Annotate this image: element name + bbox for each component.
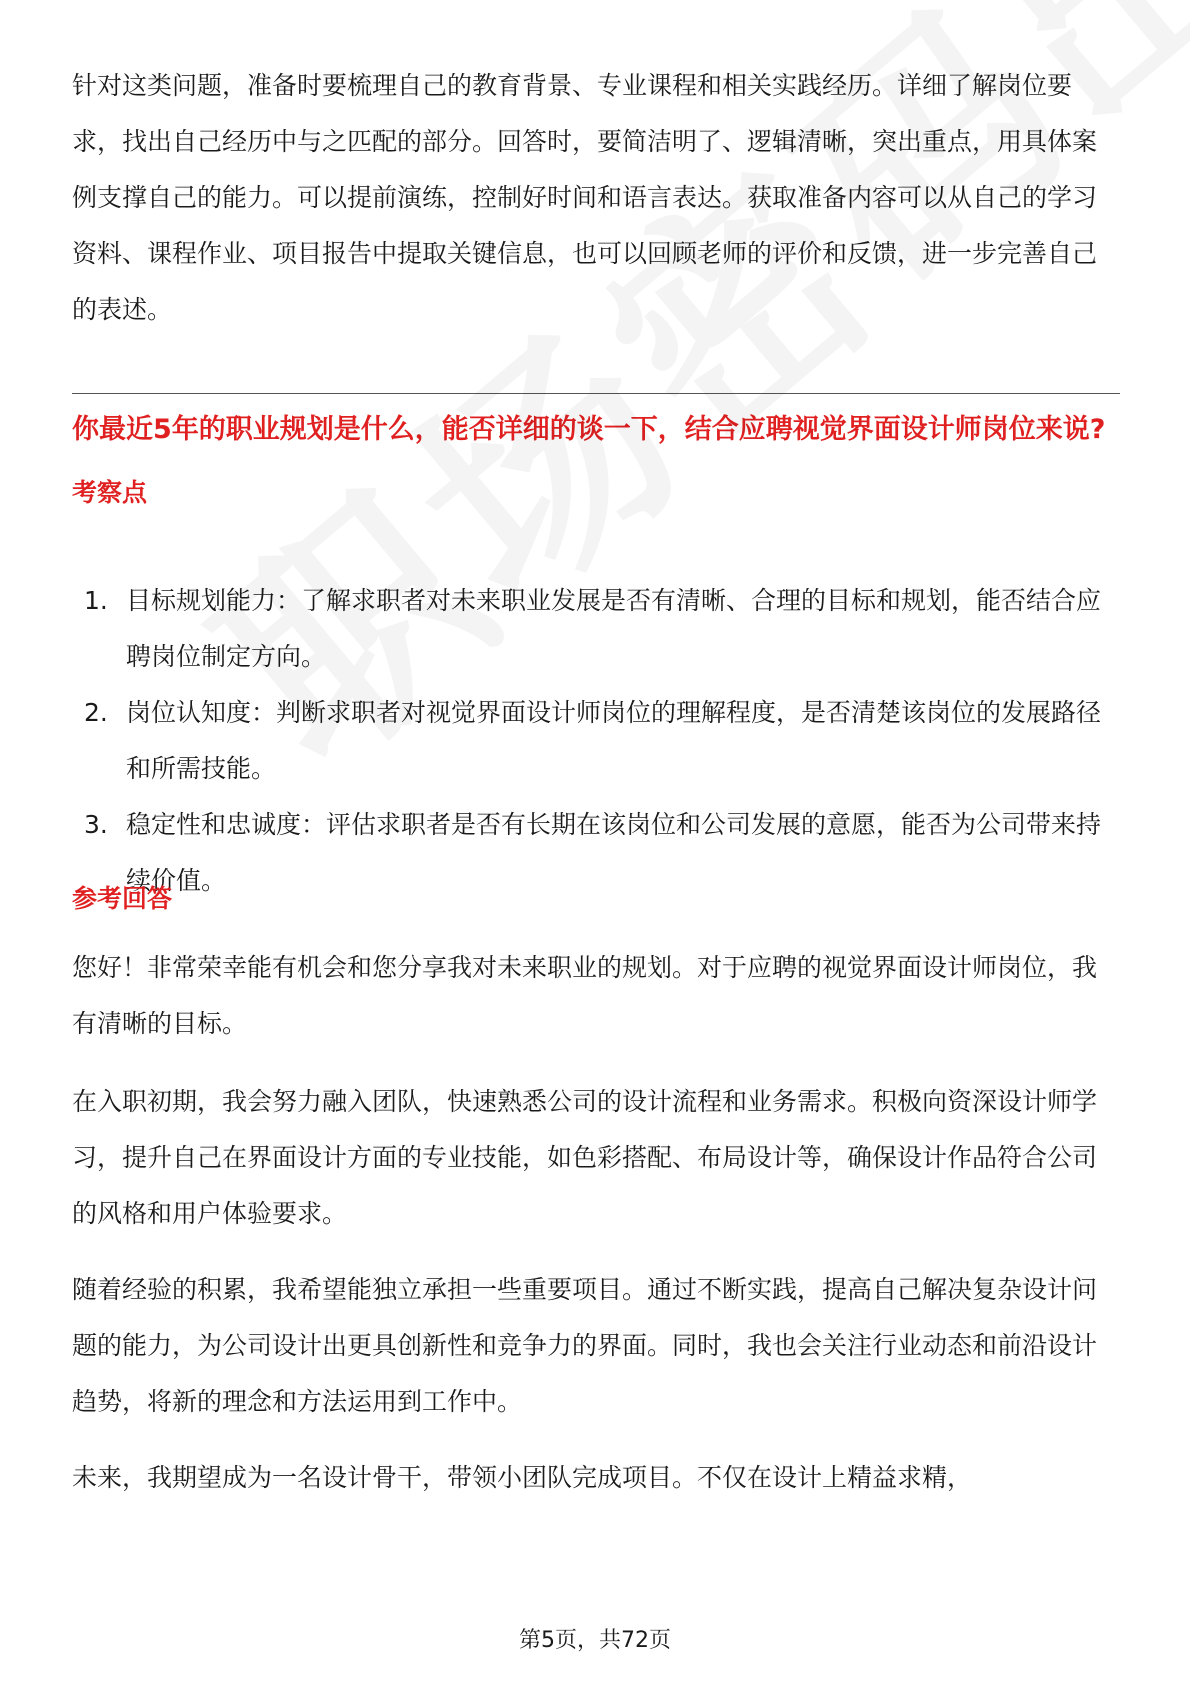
answer-heading: 参考回答 (72, 884, 173, 913)
list-item-text: 稳定性和忠诚度：评估求职者是否有长期在该岗位和公司发展的意愿，能否为公司带来持续价值。 (126, 810, 1102, 895)
list-item (72, 573, 1120, 685)
key-points-list (72, 573, 1120, 909)
key-points-heading: 考察点 (72, 478, 148, 507)
answer-paragraph: 未来，我期望成为一名设计骨干，带领小团队完成项目。不仅在设计上精益求精， (72, 1463, 973, 1492)
list-item (72, 797, 1120, 909)
page-footer: 第5页，共72页 (519, 1628, 671, 1653)
intro-section (72, 58, 1120, 338)
list-item-text: 目标规划能力：了解求职者对未来职业发展是否有清晰、合理的目标和规划，能否结合应聘岗位制定方向。 (126, 586, 1102, 671)
list-item-text: 岗位认知度：判断求职者对视觉界面设计师岗位的理解程度，是否清楚该岗位的发展路径和所需技能。 (126, 698, 1102, 783)
list-item-number: 1. (84, 586, 108, 615)
list-item-number: 2. (84, 698, 108, 727)
answer-paragraph: 您好！非常荣幸能有机会和您分享我对未来职业的规划。对于应聘的视觉界面设计师岗位，我有清晰的目标。 (72, 953, 1098, 1038)
answer-paragraph: 在入职初期，我会努力融入团队，快速熟悉公司的设计流程和业务需求。积极向资深设计师学习，提升自己在界面设计方面的专业技能，如色彩搭配、布局设计等，确保设计作品符合公司的风格和用户体验要求。 (72, 1087, 1098, 1228)
intro-paragraph: 针对这类问题，准备时要梳理自己的教育背景、专业课程和相关实践经历。详细了解岗位要求，找出自己经历中与之匹配的部分。回答时，要简洁明了、逻辑清晰，突出重点，用具体案例支撑自己的能力。可以提前演练，控制好时间和语言表达。获取准备内容可以从自己的学习资料、课程作业、项目报告中提取关键信息，也可以回顾老师的评价和反馈，进一步完善自己的表述。 (72, 71, 1098, 324)
list-item (72, 685, 1120, 797)
list-item-number: 3. (84, 810, 108, 839)
section-divider (72, 393, 1120, 394)
question-title: 你最近5年的职业规划是什么，能否详细的谈一下，结合应聘视觉界面设计师岗位来说? (72, 414, 1106, 445)
answer-paragraph: 随着经验的积累，我希望能独立承担一些重要项目。通过不断实践，提高自己解决复杂设计问题的能力，为公司设计出更具创新性和竞争力的界面。同时，我也会关注行业动态和前沿设计趋势，将新的理念和方法运用到工作中。 (72, 1275, 1098, 1416)
